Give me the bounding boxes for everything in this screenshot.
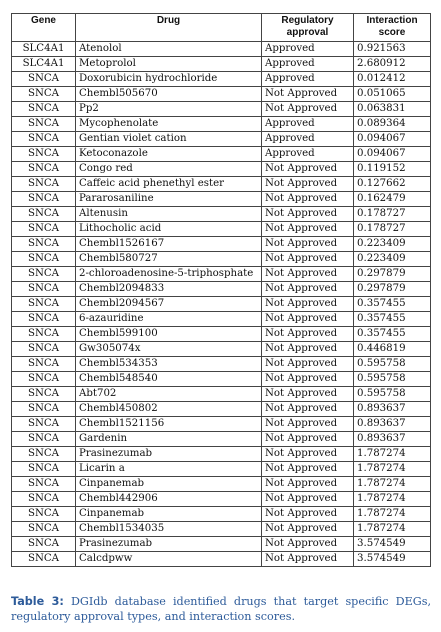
cell-score: 0.595758 [354,387,431,402]
cell-gene: SNCA [12,192,76,207]
cell-drug: Pararosaniline [76,192,262,207]
table-row [12,207,431,222]
cell-drug: Chembl580727 [76,252,262,267]
cell-score: 0.893637 [354,402,431,417]
table-row [12,477,431,492]
cell-score: 0.297879 [354,267,431,282]
cell-approval: Not Approved [262,477,354,492]
table-row [12,162,431,177]
table-row [12,432,431,447]
cell-drug: Licarin a [76,462,262,477]
cell-approval: Approved [262,132,354,147]
cell-score: 1.787274 [354,492,431,507]
cell-approval: Not Approved [262,372,354,387]
cell-drug: Chembl1526167 [76,237,262,252]
caption-label: Table 3: [11,595,64,608]
table-row [12,87,431,102]
cell-score: 1.787274 [354,507,431,522]
cell-drug: Chembl1521156 [76,417,262,432]
cell-score: 0.595758 [354,372,431,387]
table-row [12,132,431,147]
cell-drug: Caffeic acid phenethyl ester [76,177,262,192]
cell-drug: Congo red [76,162,262,177]
table-body [12,42,431,567]
cell-approval: Not Approved [262,492,354,507]
cell-score: 1.787274 [354,447,431,462]
cell-score: 0.089364 [354,117,431,132]
cell-score: 0.357455 [354,297,431,312]
header-drug: Drug [76,14,262,42]
cell-score: 1.787274 [354,462,431,477]
cell-drug: Chembl599100 [76,327,262,342]
cell-drug: Chembl450802 [76,402,262,417]
table-row [12,492,431,507]
cell-gene: SNCA [12,102,76,117]
cell-score: 0.223409 [354,252,431,267]
cell-approval: Not Approved [262,177,354,192]
cell-approval: Not Approved [262,387,354,402]
header-gene: Gene [12,14,76,42]
cell-approval: Not Approved [262,222,354,237]
table-row [12,417,431,432]
cell-gene: SNCA [12,342,76,357]
cell-approval: Not Approved [262,102,354,117]
cell-score: 0.893637 [354,417,431,432]
cell-approval: Not Approved [262,537,354,552]
cell-gene: SNCA [12,357,76,372]
cell-gene: SNCA [12,522,76,537]
cell-gene: SNCA [12,447,76,462]
table-row [12,462,431,477]
table-row [12,57,431,72]
cell-gene: SNCA [12,132,76,147]
header-regulatory-approval: Regulatory approval [262,14,354,42]
cell-score: 0.063831 [354,102,431,117]
cell-gene: SNCA [12,537,76,552]
caption-text: DGIdb database identified drugs that target specific DEGs, regulatory approval types, and interaction scores. [11,595,431,623]
cell-score: 1.787274 [354,477,431,492]
table-row [12,507,431,522]
table-row [12,357,431,372]
cell-drug: Altenusin [76,207,262,222]
table-row [12,222,431,237]
cell-gene: SNCA [12,252,76,267]
cell-score: 0.446819 [354,342,431,357]
cell-drug: Cinpanemab [76,507,262,522]
cell-drug: Chembl2094567 [76,297,262,312]
cell-gene: SNCA [12,237,76,252]
cell-drug: Prasinezumab [76,537,262,552]
cell-gene: SNCA [12,267,76,282]
cell-drug: Calcdpww [76,552,262,567]
table-row [12,117,431,132]
cell-approval: Approved [262,147,354,162]
table-row [12,297,431,312]
cell-drug: Pp2 [76,102,262,117]
table-row [12,237,431,252]
cell-score: 0.595758 [354,357,431,372]
cell-score: 0.297879 [354,282,431,297]
table-row [12,342,431,357]
cell-drug: Gw305074x [76,342,262,357]
cell-approval: Not Approved [262,252,354,267]
cell-approval: Not Approved [262,357,354,372]
cell-gene: SNCA [12,312,76,327]
cell-approval: Not Approved [262,462,354,477]
table-row [12,282,431,297]
cell-gene: SLC4A1 [12,57,76,72]
drug-interaction-table [11,13,431,567]
cell-score: 3.574549 [354,552,431,567]
cell-approval: Not Approved [262,192,354,207]
drug-table-container [11,13,430,567]
cell-gene: SNCA [12,207,76,222]
cell-gene: SNCA [12,432,76,447]
table-row [12,192,431,207]
cell-score: 0.921563 [354,42,431,57]
cell-gene: SNCA [12,372,76,387]
cell-score: 0.893637 [354,432,431,447]
cell-gene: SLC4A1 [12,42,76,57]
cell-approval: Not Approved [262,432,354,447]
cell-gene: SNCA [12,492,76,507]
cell-approval: Not Approved [262,327,354,342]
cell-approval: Not Approved [262,507,354,522]
table-row [12,312,431,327]
table-row [12,267,431,282]
cell-approval: Not Approved [262,342,354,357]
cell-drug: Metoprolol [76,57,262,72]
cell-score: 0.357455 [354,327,431,342]
cell-approval: Not Approved [262,162,354,177]
cell-drug: Cinpanemab [76,477,262,492]
cell-approval: Not Approved [262,447,354,462]
table-row [12,72,431,87]
table-header-row [12,14,431,42]
table-row [12,147,431,162]
cell-gene: SNCA [12,177,76,192]
cell-approval: Not Approved [262,402,354,417]
cell-gene: SNCA [12,282,76,297]
cell-drug: Chembl534353 [76,357,262,372]
table-row [12,522,431,537]
table-row [12,552,431,567]
cell-gene: SNCA [12,387,76,402]
cell-score: 0.223409 [354,237,431,252]
table-row [12,372,431,387]
cell-score: 1.787274 [354,522,431,537]
cell-drug: 2-chloroadenosine-5-triphosphate [76,267,262,282]
cell-approval: Approved [262,72,354,87]
cell-score: 0.127662 [354,177,431,192]
cell-gene: SNCA [12,222,76,237]
cell-drug: Chembl1534035 [76,522,262,537]
cell-gene: SNCA [12,507,76,522]
cell-approval: Not Approved [262,87,354,102]
cell-score: 0.094067 [354,147,431,162]
cell-drug: Chembl548540 [76,372,262,387]
cell-score: 0.178727 [354,222,431,237]
table-row [12,327,431,342]
cell-score: 0.012412 [354,72,431,87]
cell-approval: Not Approved [262,237,354,252]
table-row [12,252,431,267]
cell-score: 0.162479 [354,192,431,207]
cell-approval: Not Approved [262,282,354,297]
cell-score: 0.119152 [354,162,431,177]
cell-gene: SNCA [12,87,76,102]
cell-score: 0.357455 [354,312,431,327]
cell-drug: Atenolol [76,42,262,57]
table-row [12,387,431,402]
cell-score: 0.178727 [354,207,431,222]
cell-drug: Lithocholic acid [76,222,262,237]
table-row [12,42,431,57]
cell-drug: Chembl2094833 [76,282,262,297]
cell-gene: SNCA [12,297,76,312]
cell-drug: Chembl505670 [76,87,262,102]
cell-approval: Not Approved [262,417,354,432]
cell-drug: Ketoconazole [76,147,262,162]
cell-gene: SNCA [12,477,76,492]
cell-approval: Not Approved [262,552,354,567]
cell-drug: Gardenin [76,432,262,447]
header-interaction-score: Interaction score [354,14,431,42]
cell-gene: SNCA [12,162,76,177]
cell-drug: 6-azauridine [76,312,262,327]
cell-gene: SNCA [12,402,76,417]
cell-score: 2.680912 [354,57,431,72]
cell-score: 0.051065 [354,87,431,102]
cell-drug: Doxorubicin hydrochloride [76,72,262,87]
cell-drug: Gentian violet cation [76,132,262,147]
cell-approval: Not Approved [262,267,354,282]
cell-drug: Mycophenolate [76,117,262,132]
cell-gene: SNCA [12,417,76,432]
cell-approval: Not Approved [262,522,354,537]
table-row [12,537,431,552]
table-row [12,447,431,462]
cell-gene: SNCA [12,327,76,342]
cell-approval: Approved [262,57,354,72]
cell-approval: Approved [262,42,354,57]
cell-score: 0.094067 [354,132,431,147]
cell-score: 3.574549 [354,537,431,552]
table-caption [11,594,431,624]
cell-gene: SNCA [12,117,76,132]
cell-approval: Not Approved [262,297,354,312]
cell-gene: SNCA [12,147,76,162]
cell-gene: SNCA [12,552,76,567]
cell-drug: Chembl442906 [76,492,262,507]
cell-gene: SNCA [12,462,76,477]
cell-drug: Prasinezumab [76,447,262,462]
cell-drug: Abt702 [76,387,262,402]
table-row [12,102,431,117]
cell-approval: Approved [262,117,354,132]
cell-approval: Not Approved [262,312,354,327]
table-row [12,402,431,417]
cell-gene: SNCA [12,72,76,87]
table-row [12,177,431,192]
cell-approval: Not Approved [262,207,354,222]
